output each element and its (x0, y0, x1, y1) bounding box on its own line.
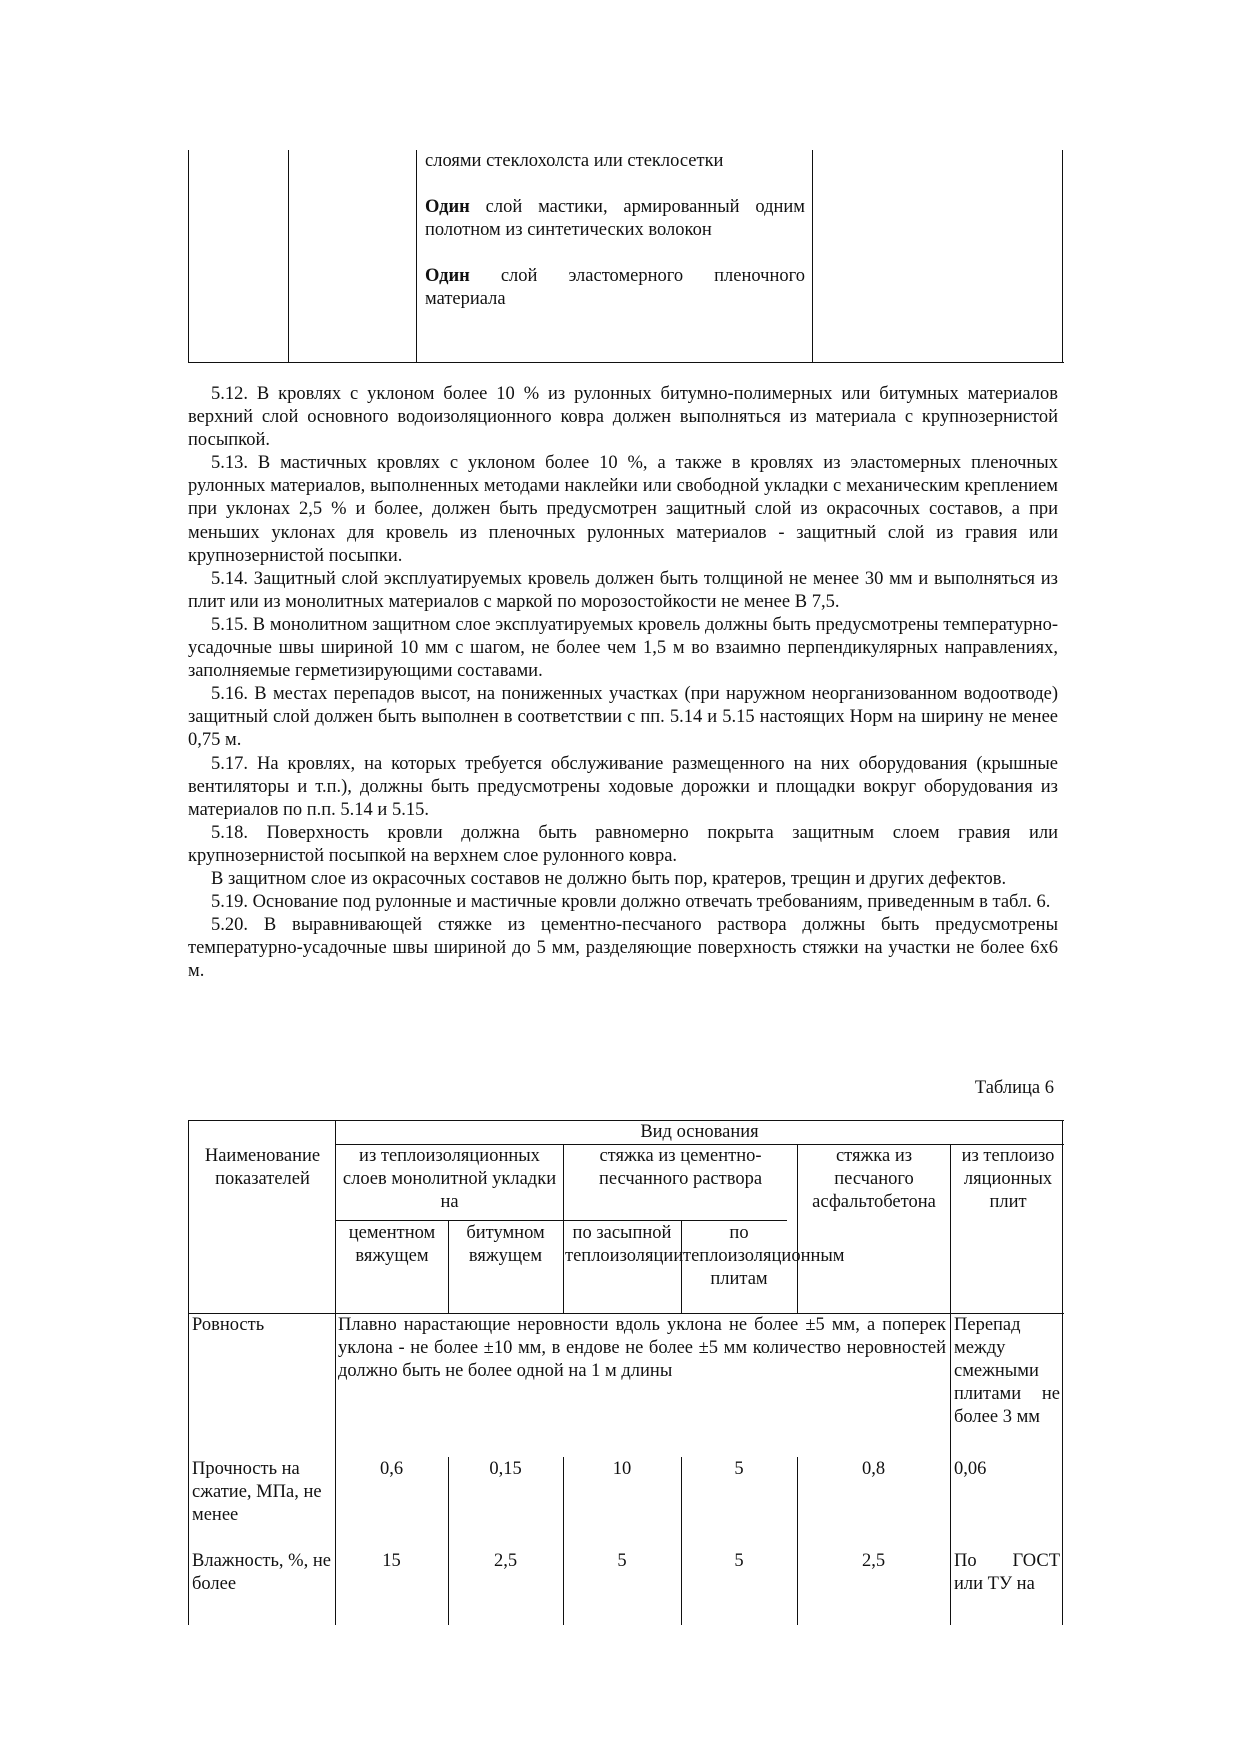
table-caption: Таблица 6 (974, 1078, 1054, 1098)
header-insulation-plates-base: из теплоизоляционных плит (961, 1146, 1055, 1212)
table-border (188, 1120, 189, 1625)
table-border (797, 1144, 798, 1313)
row-name-strength: Прочность на сжатие, МПа, не менее (192, 1459, 322, 1525)
cell-strength: 0,6 (379, 1459, 404, 1479)
paragraph-5-19: 5.19. Основание под рулонные и мастичные кровли должно отвечать требованиям, приведенным в табл. 6. (211, 892, 1051, 913)
table-6 (188, 1120, 1064, 1625)
cell-humidity: 2,5 (493, 1551, 518, 1571)
paragraph-5-12: 5.12. В кровлях с уклоном более 10 % из рулонных битумно-полимерных или битумных материалов верхний слой основного водоизоляционного ковра должен выполняться из материала с крупнозернистой посыпкой. (188, 384, 1058, 451)
paragraph-5-18: 5.18. Поверхность кровли должна быть равномерно покрыта защитным слоем гравия или крупнозернистой посыпкой на верхнем слое рулонного ковра. (188, 822, 1058, 866)
cell-humidity: По ГОСТ или ТУ на (954, 1551, 1060, 1594)
row-name-flatness: Ровность (192, 1315, 265, 1335)
cell-strength: 0,06 (954, 1459, 987, 1479)
header-cement-screed: стяжка из цементно-песчанного раствора (598, 1146, 763, 1189)
header-asphalt-screed: стяжка из песчаного асфальтобетона (812, 1146, 936, 1212)
cell-humidity: 2,5 (861, 1551, 886, 1571)
table-border (563, 1457, 564, 1625)
cell-humidity: 15 (382, 1551, 401, 1571)
header-monolithic: из теплоизоляционных слоев монолитной укладки на (342, 1146, 557, 1212)
header-cement-binder: цементном вяжущем (348, 1223, 436, 1266)
header-indicator-name: Наименование показателей (204, 1146, 321, 1189)
cell-flatness-requirement: Плавно нарастающие неровности вдоль уклона не более ±5 мм, а поперек уклона - не более ±10 мм, в ендове не более ±5 мм количество неровностей должно быть не более одной на 1 м длины (338, 1315, 946, 1381)
header-insulation-plates: по теплоизоляционным плитам (683, 1223, 845, 1289)
table-border (812, 150, 813, 362)
paragraph-5-15: 5.15. В монолитном защитном слое эксплуатируемых кровель должны быть предусмотрены температурно-усадочные швы шириной 10 мм с шагом, не более чем 1,5 м во взаимно перпендикулярных направлениях, заполняемые герметизирующими составами. (188, 614, 1058, 682)
table-border (448, 1220, 449, 1313)
table-border (950, 1144, 951, 1625)
table-cell-materials (425, 150, 805, 311)
row-name-humidity: Влажность, %, не более (192, 1551, 331, 1594)
header-loose-insulation: по засыпной теплоизоляции (565, 1223, 684, 1266)
material-line: слоями стеклохолста или стеклосетки (425, 151, 724, 171)
table-border (563, 1144, 564, 1313)
cell-strength: 5 (734, 1459, 744, 1479)
table-border (797, 1457, 798, 1625)
body-text (188, 383, 1058, 983)
paragraph-5-17: 5.17. На кровлях, на которых требуется обслуживание размещенного на них оборудования (крышные вентиляторы и т.п.), должны быть предусмотрены ходовые дорожки и площадки вокруг оборудования из материалов по п.п. 5.14 и 5.15. (188, 753, 1058, 820)
paragraph-5-16: 5.16. В местах перепадов высот, на пониженных участках (при наружном неорганизованном водоотводе) защитный слой должен быть выполнен в соответствии с пп. 5.14 и 5.15 настоящих Норм на ширину не менее 0,75 м. (188, 684, 1058, 751)
table-border (681, 1220, 682, 1313)
header-base-type: Вид основания (640, 1122, 759, 1142)
cell-humidity: 5 (617, 1551, 627, 1571)
cell-strength: 10 (612, 1459, 632, 1479)
paragraph-5-20: 5.20. В выравнивающей стяжке из цементно-песчаного раствора должны быть предусмотрены температурно-усадочные швы шириной до 5 мм, разделяющие поверхность стяжки на участки не более 6х6 м. (188, 915, 1058, 982)
cell-strength: 0,8 (861, 1459, 886, 1479)
cell-humidity: 5 (734, 1551, 744, 1571)
paragraph-5-14: 5.14. Защитный слой эксплуатируемых кровель должен быть толщиной не менее 30 мм и выполняться из плит или из монолитных материалов с маркой по морозостойкости не менее В 7,5. (188, 568, 1058, 612)
table-border (288, 150, 289, 362)
continuation-table (188, 150, 1064, 363)
header-bitumen-binder: битумном вяжущем (466, 1223, 545, 1266)
material-line: Один слой эластомерного пленочного материала (425, 266, 805, 309)
table-border (1062, 150, 1063, 362)
table-border (188, 150, 189, 362)
material-line: Один слой мастики, армированный одним полотном из синтетических волокон (425, 197, 805, 240)
paragraph-5-13: 5.13. В мастичных кровлях с уклоном более 10 %, а также в кровлях из эластомерных пленочных рулонных материалов, выполненных методами наклейки или свободной укладки с механическим креплением при уклонах 2,5 % и более, должен быть предусмотрен защитный слой из окрасочных составов, а при меньших уклонах для кровель из пленочных рулонных материалов - защитный слой из гравия или крупнозернистой посыпки. (188, 453, 1058, 566)
table-border (448, 1457, 449, 1625)
table-border (335, 1220, 787, 1221)
table-border (1062, 1120, 1063, 1625)
table-border (681, 1457, 682, 1625)
paragraph-5-18-note: В защитном слое из окрасочных составов не должно быть пор, кратеров, трещин и других дефектов. (211, 868, 1007, 889)
table-border (416, 150, 417, 362)
cell-flatness-plates: Перепад между смежными плитами не более 3 мм (954, 1315, 1060, 1427)
cell-strength: 0,15 (489, 1459, 522, 1479)
